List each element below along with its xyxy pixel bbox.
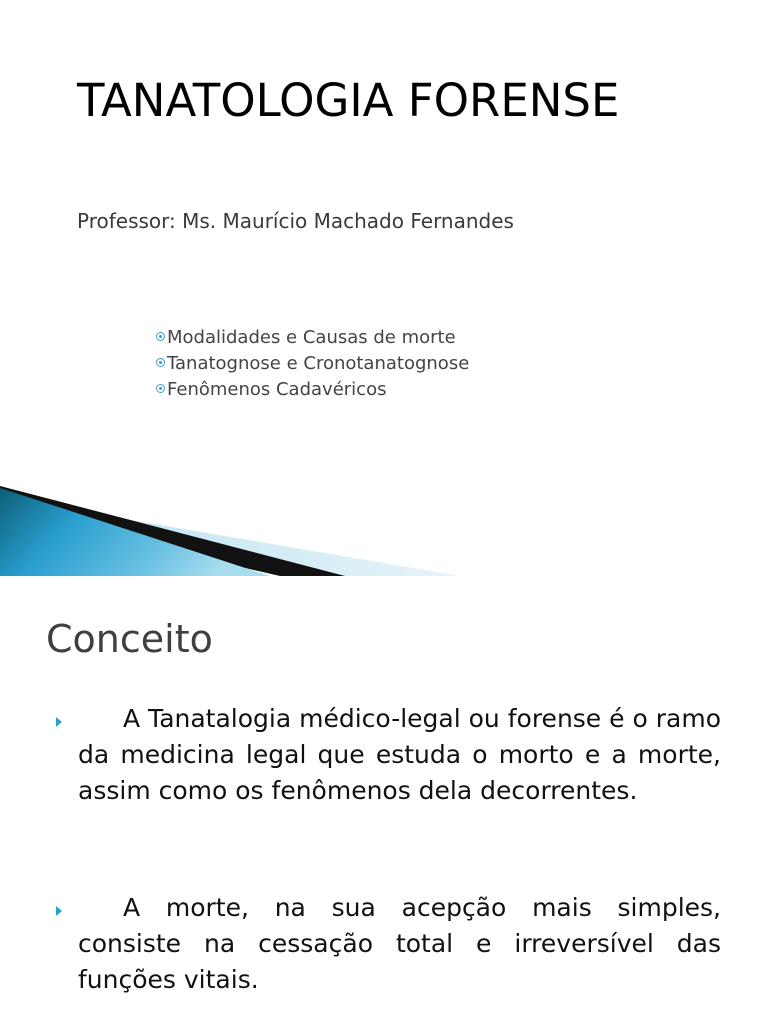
triangle-right-icon	[56, 717, 62, 727]
topic-label: Fenômenos Cadavéricos	[167, 379, 387, 400]
topic-item	[156, 351, 469, 377]
topic-item	[156, 377, 469, 403]
topic-label: Modalidades e Causas de morte	[167, 327, 456, 348]
paragraph-death: A morte, na sua acepção mais simples, consiste na cessação total e irreversível das funções vitais.	[78, 893, 721, 994]
topic-list	[156, 325, 469, 403]
slide-conceito	[0, 576, 768, 1024]
topic-label: Tanatognose e Cronotanatognose	[167, 353, 470, 374]
slide-title-heading: TANATOLOGIA FORENSE	[77, 74, 620, 127]
section-heading: Conceito	[46, 617, 213, 661]
professor-subtitle: Professor: Ms. Maurício Machado Fernandes	[77, 209, 514, 233]
circle-bullet-icon	[156, 332, 165, 341]
paragraph-definition: A Tanatalogia médico-legal ou forense é o ramo da medicina legal que estuda o morto e a morte, assim como os fenômenos dela decorrentes.	[78, 704, 721, 805]
decorative-swoosh	[0, 480, 460, 576]
topic-item	[156, 325, 469, 351]
circle-bullet-icon	[156, 384, 165, 393]
triangle-right-icon	[56, 906, 62, 916]
circle-bullet-icon	[156, 358, 165, 367]
